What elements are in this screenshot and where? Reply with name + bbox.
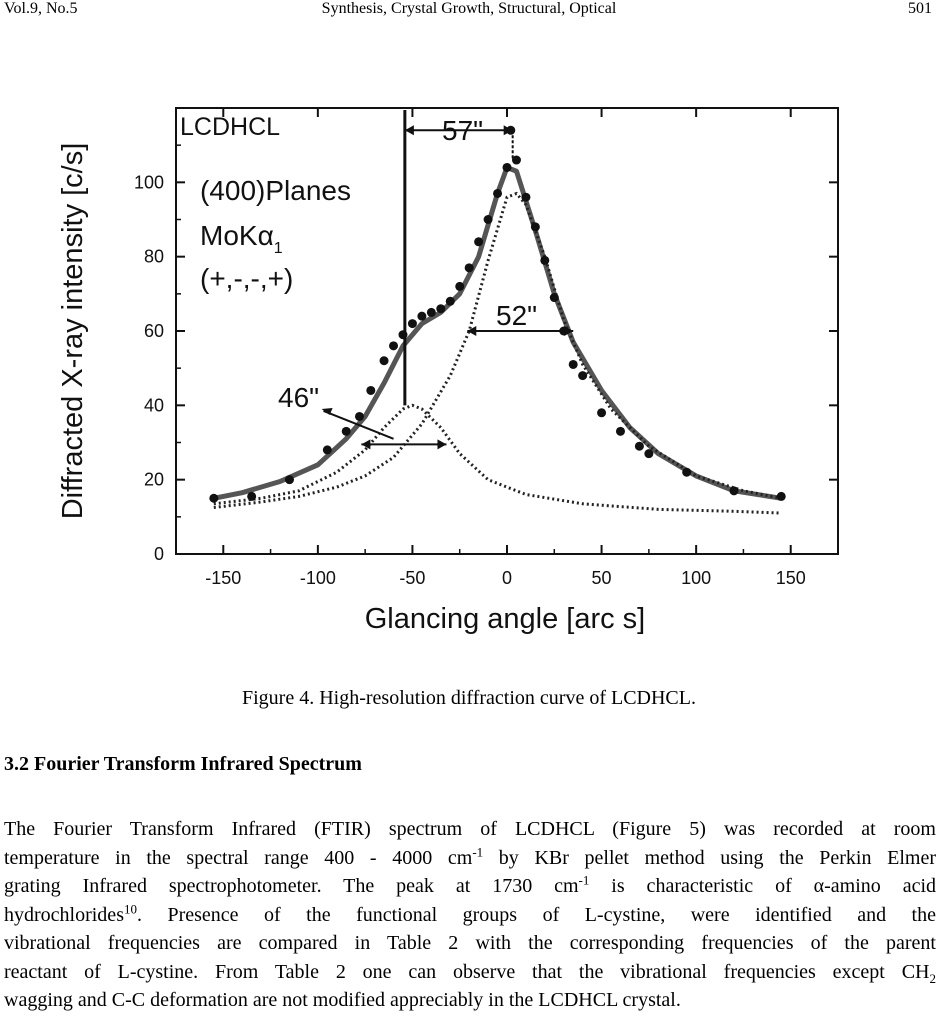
diffraction-figure [50, 95, 850, 645]
annotation-markers [322, 110, 574, 449]
data-point [417, 312, 426, 321]
data-point [446, 297, 455, 306]
x-tick-label: 0 [501, 568, 513, 588]
data-point [436, 304, 445, 313]
data-point [540, 256, 549, 265]
width-52-label: 52" [496, 300, 538, 331]
data-point [531, 222, 540, 231]
paragraph-line: grating Infrared spectrophotometer. The peak at 1730 $cm^{-1}$ is characteristic of α-amino acid [4, 872, 936, 897]
data-point [342, 427, 351, 436]
running-title: Synthesis, Crystal Growth, Structural, Optical [321, 0, 617, 17]
y-tick-label: 100 [133, 172, 164, 193]
paragraph-line: reactant of L-cystine. From Table 2 one can observe that the vibrational frequencies except $CH_2$ [4, 960, 936, 986]
data-point [521, 193, 530, 202]
section-number: 3.2 [4, 753, 29, 775]
data-point [427, 308, 436, 317]
width-57-label: 57" [442, 115, 484, 146]
y-tick-label: 20 [143, 469, 164, 490]
y-tick-label: 60 [143, 321, 164, 341]
section-title: Fourier Transform Infrared Spectrum [34, 753, 362, 775]
data-point [493, 189, 502, 198]
geometry-label: (+,-,-,+) [200, 263, 294, 294]
x-tick-label: -50 [399, 568, 426, 588]
planes-label: (400)Planes [200, 175, 351, 206]
sample-label: LCDHCL [180, 113, 281, 141]
data-point [644, 449, 653, 458]
paragraph-line: vibrational frequencies are compared in Table 2 with the corresponding frequencies of the parent [4, 932, 936, 954]
page-header [0, 0, 938, 20]
data-point [366, 386, 375, 395]
data-point [578, 371, 587, 380]
data-point [380, 356, 389, 365]
figure-caption: Figure 4. High-resolution diffraction curve of LCDHCL. [242, 687, 696, 709]
data-point [355, 412, 364, 421]
data-point [408, 319, 417, 328]
y-tick-label: 0 [153, 544, 164, 564]
paragraph-line: temperature in the spectral range 400 - 4000 $cm^{-1}$ by KBr pellet method using the Perkin Elmer [4, 843, 936, 869]
data-point [209, 494, 218, 503]
data-point [389, 341, 398, 350]
journal-volume: Vol.9, No.5 [4, 0, 78, 17]
x-tick-label: 150 [775, 568, 806, 588]
x-axis-label: Glancing angle [arc s] [364, 603, 646, 635]
data-point [484, 215, 493, 224]
section-heading [4, 753, 362, 776]
data-point [465, 263, 474, 272]
y-tick-label: 40 [143, 395, 164, 416]
paragraph-line: wagging and C-C deformation are not modified appreciably in the LCDHCL crystal. [4, 989, 681, 1011]
paragraph-line: hydrochlorides$^{10}$. Presence of the functional groups of L-cystine, were identified and the [4, 900, 936, 926]
page-number: 501 [908, 0, 932, 17]
data-point [550, 293, 559, 302]
radiation-label: MoKα$_1$ [200, 220, 283, 257]
data-point [285, 475, 294, 484]
data-point [474, 237, 483, 246]
paragraph-line: The Fourier Transform Infrared (FTIR) spectrum of LCDHCL (Figure 5) was recorded at room [4, 818, 936, 840]
data-point [682, 468, 691, 477]
curves [214, 168, 782, 514]
data-point [597, 408, 606, 417]
data-point [455, 282, 464, 291]
peak-2-curve [214, 194, 782, 508]
arrow-46-head-right [437, 439, 446, 449]
x-tick-label: -100 [299, 568, 336, 588]
data-point [616, 427, 625, 436]
data-point [569, 360, 578, 369]
x-tick-label: -150 [205, 568, 242, 588]
data-point [777, 492, 786, 501]
y-tick-label: 80 [143, 246, 164, 267]
data-point [729, 486, 738, 495]
data-point [323, 445, 332, 454]
data-point [635, 442, 644, 451]
body-paragraph [4, 815, 936, 1015]
fit-curve [214, 168, 782, 499]
y-axis-label: Diffracted X-ray intensity [c/s] [57, 142, 89, 520]
data-point [503, 163, 512, 172]
x-tick-label: 100 [681, 568, 712, 588]
data-point [247, 492, 256, 501]
width-46-label: 46" [278, 382, 320, 413]
x-tick-label: 50 [591, 568, 612, 588]
